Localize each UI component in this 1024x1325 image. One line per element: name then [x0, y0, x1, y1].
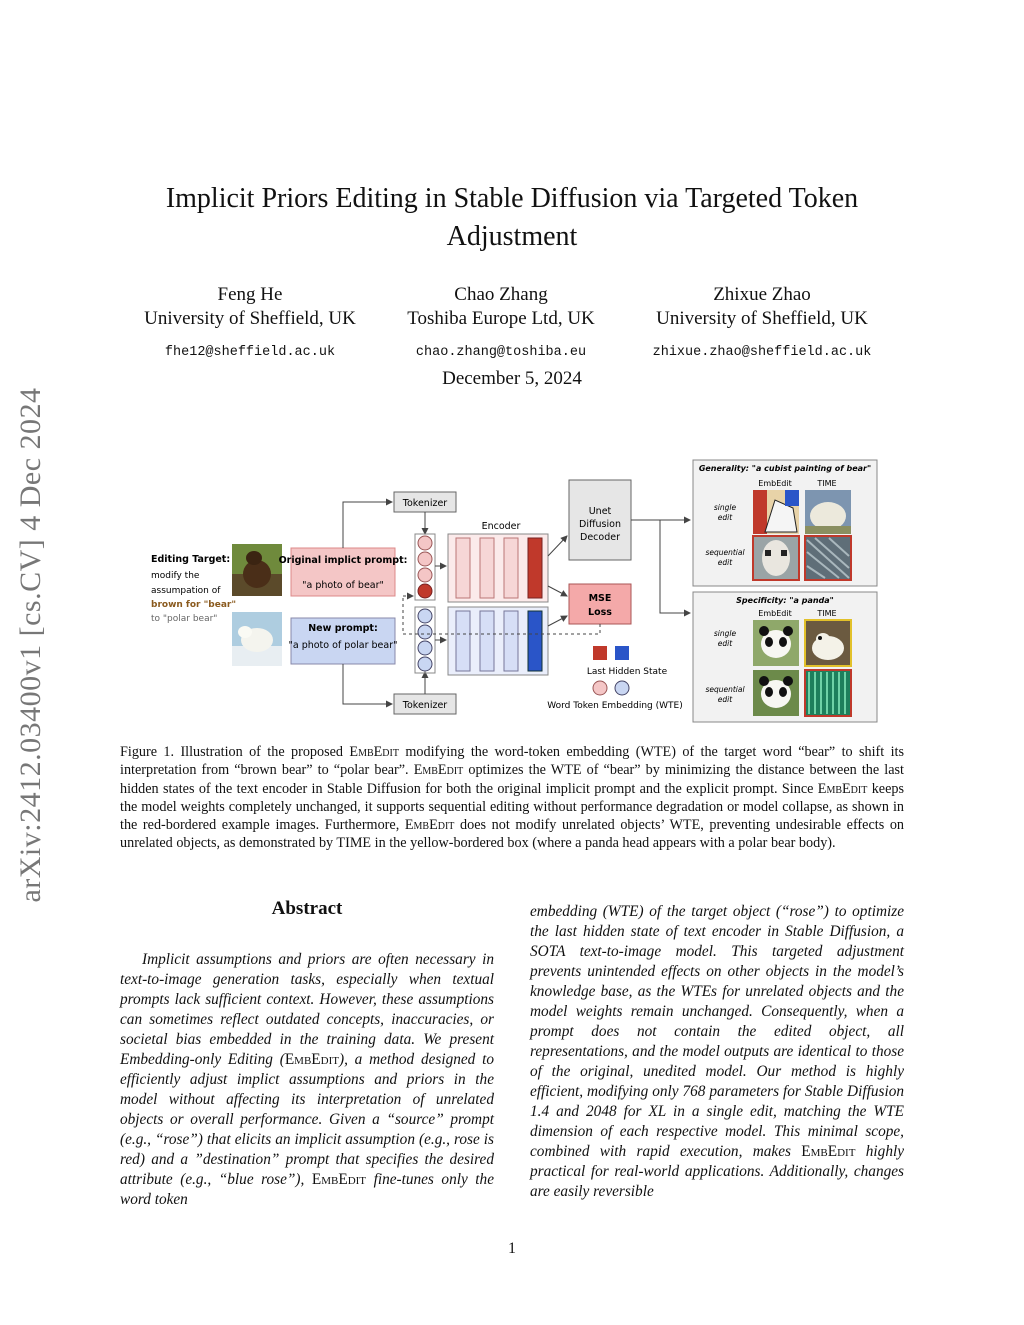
caption-text: optimizes the WTE of “bear” by minimizing the distance between the last hidden states of the text encoder in Stable Diffusion for both the original implicit prompt and the explicit prompt. Since [120, 762, 904, 797]
legend-blue-square [615, 646, 629, 660]
svg-text:edit: edit [717, 558, 733, 567]
generality-col-embedit: EmbEdit [758, 479, 792, 488]
red-token-circles [418, 536, 432, 598]
generality-title: Generality: "a cubist painting of bear" [698, 464, 872, 473]
blue-token-circles [418, 609, 432, 671]
caption-text: Figure 1. Illustration of the proposed [120, 744, 350, 760]
polar-bear-photo [232, 612, 282, 666]
gen-img-seq-time [805, 536, 851, 580]
abstract-text: ), a method designed to efficiently adjust implict assumptions and priors in the model without affecting its interpretation of unrelated objects or overall performance. Given a “source” prompt (e.g., “rose”) that elicits an implicit assumption (e.g., rose is red) and a ”destination” prompt that specifies the desired attribute (e.g., “blue rose”), [120, 1051, 495, 1188]
author-affiliation: University of Sheffield, UK [144, 308, 356, 329]
paper-title: Implicit Priors Editing in Stable Diffusion via Targeted Token Adjustment [165, 183, 859, 252]
spec-img-single-embedit [753, 620, 799, 666]
gen-img-seq-embedit [753, 536, 799, 580]
spec-img-seq-time [805, 670, 851, 716]
gen-img-single-time [805, 490, 851, 534]
original-prompt-text: "a photo of bear" [302, 580, 384, 591]
tokenizer-top-label: Tokenizer [402, 498, 448, 509]
svg-text:edit: edit [717, 513, 733, 522]
original-prompt-title: Original implict prompt: [278, 555, 408, 566]
abstract-column-2 [530, 902, 904, 1202]
mse-box [569, 584, 631, 624]
generality-row-sequential: sequential [705, 548, 745, 557]
author-3 [632, 283, 892, 365]
caption-text: modifying the word-token embedding (WTE) of the target word “bear” to shift its interpretation from “brown bear” to “polar bear”. [120, 744, 905, 779]
caption-embedit: EmbEdit [413, 762, 464, 779]
gen-img-single-embedit [753, 490, 799, 534]
author-name: Chao Zhang [454, 284, 548, 305]
generality-col-time: TIME [817, 479, 837, 488]
author-name: Feng He [217, 284, 283, 305]
abstract-text: embedding (WTE) of the target object (“rose”) to optimize the last hidden state of text encoder in Stable Diffusion, a SOTA text-to-image model. This targeted adjustment prevents unintended effects on other objects in the model’s knowledge base, as the WTEs for unrelated objects and the model weights remain unchanged. Consequently, when a prompt does not contain the edited object, all representations, and the model outputs are identical to those of the original, unedited model. Our method is highly efficient, modifying only 768 parameters for Stable Diffusion 1.4 and 2048 for XL in a single edit, matching the WTE dimension of each respective model. This minimal scope, combined with rapid execution, makes [530, 903, 904, 1160]
paper-date: December 5, 2024 [442, 368, 582, 389]
author-name: Zhixue Zhao [713, 284, 811, 305]
caption-text: does not modify unrelated objects’ WTE, preventing undesirable effects on unrelated objects, as demonstrated by TIME in the yellow-bordered box (where a panda head appears with a polar bear body). [120, 817, 905, 852]
legend-last-hidden: Last Hidden State [586, 667, 668, 677]
caption-embedit: EmbEdit [404, 817, 455, 834]
abstract-text: highly practical for real-world applications. Additionally, changes are easily reversible [530, 1143, 905, 1200]
abstract-text: Implicit assumptions and priors are often necessary in text-to-image generation tasks, especially when textual prompts lack sufficient context. However, these assumptions can sometimes reflect outdated concepts, inaccuracies, or societal bias embedded in the training data. We present Embedding-only Editing ( [120, 951, 494, 1068]
author-email[interactable]: fhe12@sheffield.ac.uk [164, 345, 336, 360]
specificity-row-sequential: sequential [705, 685, 745, 694]
figure-caption [120, 743, 904, 853]
unet-label-1: Unet [588, 506, 612, 517]
legend-wte: Word Token Embedding (WTE) [547, 701, 683, 711]
legend-red-square [593, 646, 607, 660]
generality-row-single: single [713, 503, 737, 512]
svg-text:edit: edit [717, 695, 733, 704]
abstract-column-1 [120, 950, 494, 1210]
abstract-heading: Abstract [271, 898, 343, 919]
svg-text:edit: edit [717, 639, 733, 648]
specificity-col-time: TIME [817, 609, 837, 618]
author-1 [120, 283, 380, 365]
legend-blue-circle [615, 681, 629, 695]
author-affiliation: University of Sheffield, UK [656, 308, 868, 329]
abstract-embedit: EmbEdit [311, 1171, 367, 1188]
new-prompt-text: "a photo of polar bear" [288, 640, 398, 651]
unet-label-3: Decoder [580, 532, 620, 543]
author-email[interactable]: chao.zhang@toshiba.eu [415, 345, 587, 360]
mse-label-1: MSE [588, 593, 612, 604]
new-prompt-title: New prompt: [308, 623, 378, 634]
tokenizer-bottom-label: Tokenizer [402, 700, 448, 711]
page-number: 1 [508, 1240, 516, 1257]
mse-label-2: Loss [588, 607, 612, 618]
spec-img-seq-embedit [753, 670, 799, 716]
caption-text: keeps the model weights completely unchanged, it supports sequential editing without performance degradation or model collapse, as shown in the red-bordered example images. Furthermore, [120, 780, 904, 834]
abstract-text: fine-tunes only the word token [120, 1171, 494, 1208]
figure-1 [145, 456, 885, 728]
specificity-title: Specificity: "a panda" [736, 596, 834, 605]
abstract-embedit: EmbEdit [284, 1051, 339, 1068]
author-affiliation: Toshiba Europe Ltd, UK [407, 308, 595, 329]
unet-label-2: Diffusion [579, 519, 621, 530]
brown-bear-photo [232, 544, 282, 596]
legend-red-circle [593, 681, 607, 695]
author-2 [381, 283, 621, 365]
encoder-label: Encoder [481, 521, 521, 532]
author-email[interactable]: zhixue.zhao@sheffield.ac.uk [652, 345, 872, 360]
abstract-embedit: EmbEdit [801, 1143, 856, 1160]
specificity-col-embedit: EmbEdit [758, 609, 792, 618]
caption-embedit: EmbEdit [349, 744, 399, 760]
brown-for-bear: brown for "bear" [151, 600, 237, 610]
editing-target-line-1: modify the [151, 571, 200, 581]
arxiv-sidebar [6, 355, 56, 935]
editing-target-line-2: assumpation of [151, 586, 221, 596]
to-polar-bear: to "polar bear" [151, 614, 218, 624]
caption-embedit: EmbEdit [817, 780, 868, 797]
arxiv-id: arXiv:2412.03400v1 [cs.CV] 4 Dec 2024 [14, 387, 47, 903]
spec-img-single-time [805, 620, 851, 666]
editing-target-label: Editing Target: [151, 554, 231, 565]
specificity-row-single: single [713, 629, 737, 638]
